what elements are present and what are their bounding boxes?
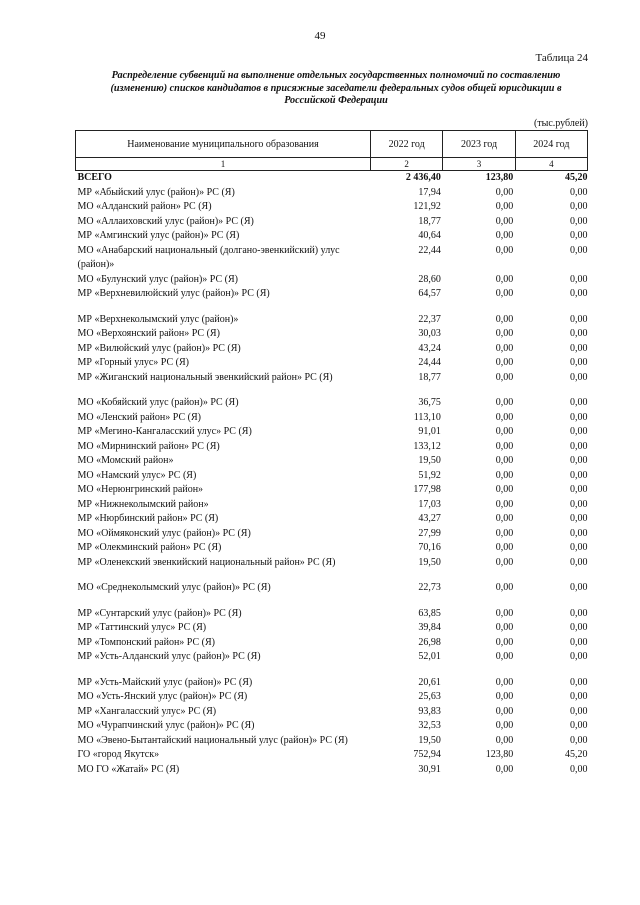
value-2024: 0,00 — [570, 357, 588, 368]
value-2023: 0,00 — [495, 215, 514, 227]
header-2024: 2024 год — [515, 131, 587, 158]
value-2022: 30,03 — [418, 328, 441, 339]
value-2024: 0,00 — [570, 607, 588, 619]
value-2024: 0,00 — [570, 734, 588, 746]
value-2022: 20,61 — [418, 676, 441, 688]
spacer-cell — [443, 302, 515, 313]
table-row — [76, 581, 588, 596]
table-row — [76, 200, 588, 215]
value-2023: 0,00 — [495, 651, 514, 662]
value-2022: 19,50 — [418, 556, 441, 568]
value-2024: 0,00 — [570, 201, 588, 212]
header-2023: 2023 год — [443, 131, 515, 158]
value-2022: 43,27 — [418, 513, 441, 524]
municipality-name: МО «Среднеколымский улус (район)» РС (Я) — [77, 582, 271, 593]
value-2023: 0,00 — [495, 556, 514, 568]
page-number: 49 — [314, 30, 326, 42]
value-2022: 113,10 — [413, 411, 441, 423]
total-2024: 45,20 — [565, 172, 588, 183]
table-row — [76, 469, 588, 484]
value-2022: 26,98 — [418, 636, 441, 648]
value-2023: 0,00 — [495, 455, 514, 466]
table-label: Таблица 24 — [535, 52, 588, 64]
value-2023: 0,00 — [495, 513, 514, 524]
table-row — [76, 541, 588, 556]
value-2023: 0,00 — [495, 328, 514, 339]
table-row — [76, 527, 588, 542]
table-row — [76, 734, 588, 749]
value-2022: 39,84 — [418, 622, 441, 633]
value-2022: 93,83 — [418, 705, 441, 717]
municipality-name: МР «Усть-Майский улус (район)» РС (Я) — [77, 676, 253, 688]
value-2022: 22,44 — [418, 244, 441, 256]
table-row — [76, 215, 588, 230]
value-2023: 0,00 — [495, 313, 514, 325]
column-number-1: 1 — [76, 158, 371, 171]
table-row — [76, 287, 588, 302]
value-2022: 27,99 — [418, 527, 441, 539]
subvention-table — [75, 130, 588, 777]
value-2022: 40,64 — [418, 230, 441, 241]
value-2022: 24,44 — [418, 357, 441, 368]
value-2024: 0,00 — [570, 636, 588, 648]
value-2022: 17,03 — [418, 498, 441, 510]
value-2023: 0,00 — [495, 440, 514, 452]
value-2023: 0,00 — [495, 484, 514, 495]
table-row — [76, 186, 588, 201]
total-2022: 2 436,40 — [405, 172, 441, 183]
value-2022: 70,16 — [418, 542, 441, 553]
municipality-name: МР «Вилюйский улус (район)» РС (Я) — [77, 342, 241, 354]
table-row — [76, 705, 588, 720]
municipality-name: МО «Момский район» — [77, 455, 174, 466]
value-2024: 0,00 — [570, 484, 588, 495]
value-2023: 0,00 — [495, 720, 514, 731]
units-label: (тыс.рублей) — [533, 118, 588, 129]
spacer-cell — [370, 596, 442, 607]
spacer-cell — [515, 385, 587, 396]
value-2024: 0,00 — [570, 215, 588, 227]
spacer-cell — [76, 570, 371, 581]
municipality-name: МР «Горный улус» РС (Я) — [77, 357, 189, 368]
spacer-row — [76, 385, 588, 396]
municipality-name: МО «Оймяконский улус (район)» РС (Я) — [77, 527, 251, 539]
value-2024: 0,00 — [570, 469, 588, 481]
value-2024: 0,00 — [570, 426, 588, 437]
value-2022: 133,12 — [413, 440, 441, 452]
table-row — [76, 327, 588, 342]
spacer-cell — [370, 302, 442, 313]
value-2022: 52,01 — [418, 651, 441, 662]
value-2024: 0,00 — [570, 411, 588, 423]
table-row — [76, 454, 588, 469]
spacer-cell — [76, 596, 371, 607]
value-2022: 752,94 — [413, 749, 441, 760]
value-2022: 121,92 — [413, 201, 441, 212]
municipality-name: МО «Ленский район» РС (Я) — [77, 411, 201, 423]
municipality-name: МО «Усть-Янский улус (район)» РС (Я) — [77, 691, 248, 702]
table-row — [76, 650, 588, 665]
column-number-row — [76, 158, 588, 171]
table-row — [76, 636, 588, 651]
spacer-row — [76, 665, 588, 676]
value-2023: 0,00 — [495, 426, 514, 437]
value-2023: 0,00 — [495, 734, 514, 746]
municipality-name: МР «Амгинский улус (район)» РС (Я) — [77, 230, 240, 241]
value-2022: 36,75 — [418, 397, 441, 408]
total-label: ВСЕГО — [77, 172, 112, 183]
table-row — [76, 425, 588, 440]
value-2023: 0,00 — [495, 201, 514, 212]
spacer-cell — [443, 570, 515, 581]
table-body — [76, 171, 588, 778]
table-row — [76, 229, 588, 244]
municipality-name: МО «Мирнинский район» РС (Я) — [77, 440, 220, 452]
value-2024: 0,00 — [570, 328, 588, 339]
table-row — [76, 748, 588, 763]
value-2024: 0,00 — [570, 705, 588, 717]
municipality-name: МО «Нерюнгринский район» — [77, 484, 204, 495]
table-row — [76, 411, 588, 426]
table-row — [76, 512, 588, 527]
municipality-name: МО «Намский улус» РС (Я) — [77, 469, 197, 481]
value-2024: 0,00 — [570, 651, 588, 662]
table-row — [76, 371, 588, 386]
table-row — [76, 607, 588, 622]
municipality-name: МО «Кобяйский улус (район)» РС (Я) — [77, 397, 239, 408]
value-2024: 45,20 — [565, 749, 588, 760]
value-2023: 0,00 — [495, 244, 514, 256]
spacer-cell — [515, 570, 587, 581]
table-header-row — [76, 131, 588, 158]
value-2024: 0,00 — [570, 342, 588, 354]
municipality-name: МО «Эвено-Бытантайский национальный улус (район)» РС (Я) — [77, 734, 348, 746]
municipality-name: МР «Томпонский район» РС (Я) — [77, 636, 215, 648]
municipality-name: МР «Хангаласский улус» РС (Я) — [77, 705, 217, 717]
spacer-cell — [443, 385, 515, 396]
value-2023: 0,00 — [495, 763, 514, 775]
spacer-cell — [370, 570, 442, 581]
value-2023: 0,00 — [495, 288, 514, 299]
value-2023: 0,00 — [495, 636, 514, 648]
spacer-row — [76, 570, 588, 581]
value-2022: 63,85 — [418, 607, 441, 619]
value-2022: 30,91 — [418, 763, 441, 775]
value-2024: 0,00 — [570, 527, 588, 539]
table-row — [76, 273, 588, 288]
municipality-name: МР «Олекминский район» РС (Я) — [77, 542, 222, 553]
spacer-row — [76, 302, 588, 313]
value-2024: 0,00 — [570, 676, 588, 688]
value-2022: 19,50 — [418, 455, 441, 466]
value-2024: 0,00 — [570, 720, 588, 731]
table-row — [76, 719, 588, 734]
spacer-cell — [515, 665, 587, 676]
table-row — [76, 244, 588, 273]
spacer-cell — [76, 302, 371, 313]
table-row — [76, 356, 588, 371]
municipality-name: МР «Усть-Алданский улус (район)» РС (Я) — [77, 651, 261, 662]
value-2022: 64,57 — [418, 288, 441, 299]
table-row — [76, 313, 588, 328]
value-2023: 123,80 — [485, 749, 514, 760]
value-2022: 18,77 — [418, 371, 441, 383]
municipality-name: МО «Булунский улус (район)» РС (Я) — [77, 273, 238, 285]
value-2023: 0,00 — [495, 357, 514, 368]
value-2022: 22,37 — [418, 313, 441, 325]
value-2024: 0,00 — [570, 288, 588, 299]
value-2024: 0,00 — [570, 513, 588, 524]
value-2022: 17,94 — [418, 186, 441, 198]
table-row — [76, 483, 588, 498]
value-2023: 0,00 — [495, 273, 514, 285]
value-2022: 28,60 — [418, 273, 441, 285]
table-row — [76, 763, 588, 778]
municipality-name: МО «Верхоянский район» РС (Я) — [77, 328, 220, 339]
value-2023: 0,00 — [495, 527, 514, 539]
total-2023: 123,80 — [485, 172, 514, 183]
value-2023: 0,00 — [495, 542, 514, 553]
spacer-cell — [443, 596, 515, 607]
column-number-3: 3 — [443, 158, 515, 171]
header-2022: 2022 год — [370, 131, 442, 158]
spacer-cell — [515, 302, 587, 313]
municipality-name: МО ГО «Жатай» РС (Я) — [77, 763, 180, 775]
municipality-name: МР «Нижнеколымский район» — [77, 498, 209, 510]
municipality-name: МО «Анабарский национальный (долгано-эвенкийский) улус (район)» — [77, 244, 340, 270]
value-2023: 0,00 — [495, 607, 514, 619]
value-2023: 0,00 — [495, 582, 514, 593]
table-row — [76, 556, 588, 571]
value-2023: 0,00 — [495, 691, 514, 702]
value-2024: 0,00 — [570, 455, 588, 466]
table-row — [76, 690, 588, 705]
value-2024: 0,00 — [570, 556, 588, 568]
spacer-cell — [515, 596, 587, 607]
value-2022: 32,53 — [418, 720, 441, 731]
value-2024: 0,00 — [570, 273, 588, 285]
table-row — [76, 440, 588, 455]
table-row — [76, 342, 588, 357]
header-name: Наименование муниципального образования — [76, 131, 371, 158]
value-2024: 0,00 — [570, 691, 588, 702]
municipality-name: МО «Аллаиховский улус (район)» РС (Я) — [77, 215, 254, 227]
value-2023: 0,00 — [495, 676, 514, 688]
value-2024: 0,00 — [570, 622, 588, 633]
municipality-name: МР «Оленекский эвенкийский национальный район» РС (Я) — [77, 556, 336, 568]
value-2022: 25,63 — [418, 691, 441, 702]
table-row — [76, 676, 588, 691]
value-2023: 0,00 — [495, 371, 514, 383]
value-2023: 0,00 — [495, 342, 514, 354]
value-2022: 18,77 — [418, 215, 441, 227]
municipality-name: МР «Верхнеколымский улус (район)» — [77, 313, 239, 325]
value-2023: 0,00 — [495, 411, 514, 423]
value-2022: 91,01 — [418, 426, 441, 437]
spacer-row — [76, 596, 588, 607]
municipality-name: МР «Таттинский улус» РС (Я) — [77, 622, 207, 633]
column-number-2: 2 — [370, 158, 442, 171]
value-2023: 0,00 — [495, 469, 514, 481]
value-2023: 0,00 — [495, 498, 514, 510]
value-2022: 43,24 — [418, 342, 441, 354]
value-2023: 0,00 — [495, 230, 514, 241]
value-2024: 0,00 — [570, 313, 588, 325]
spacer-cell — [76, 385, 371, 396]
value-2024: 0,00 — [570, 230, 588, 241]
municipality-name: МО «Чурапчинский улус (район)» РС (Я) — [77, 720, 255, 731]
value-2022: 22,73 — [418, 582, 441, 593]
municipality-name: МР «Верхневилюйский улус (район)» РС (Я) — [77, 288, 270, 299]
value-2023: 0,00 — [495, 622, 514, 633]
value-2024: 0,00 — [570, 498, 588, 510]
value-2024: 0,00 — [570, 244, 588, 256]
municipality-name: МР «Жиганский национальный эвенкийский район» РС (Я) — [77, 371, 333, 383]
table-row — [76, 498, 588, 513]
column-number-4: 4 — [515, 158, 587, 171]
municipality-name: МО «Алданский район» РС (Я) — [77, 201, 212, 212]
total-row — [76, 171, 588, 186]
value-2022: 177,98 — [413, 484, 441, 495]
value-2023: 0,00 — [495, 705, 514, 717]
value-2024: 0,00 — [570, 582, 588, 593]
table-title: Распределение субвенций на выполнение отдельных государственных полномочий по составлению (изменению) списков кандидатов в присяжные заседатели федеральных судов общей юрисдикции в Российской Федерации — [110, 70, 562, 107]
value-2024: 0,00 — [570, 186, 588, 198]
spacer-cell — [76, 665, 371, 676]
value-2023: 0,00 — [495, 397, 514, 408]
spacer-cell — [370, 385, 442, 396]
table-row — [76, 396, 588, 411]
table-row — [76, 621, 588, 636]
spacer-cell — [443, 665, 515, 676]
municipality-name: МР «Нюрбинский район» РС (Я) — [77, 513, 219, 524]
municipality-name: МР «Абыйский улус (район)» РС (Я) — [77, 186, 235, 198]
value-2024: 0,00 — [570, 371, 588, 383]
value-2023: 0,00 — [495, 186, 514, 198]
value-2024: 0,00 — [570, 763, 588, 775]
municipality-name: ГО «город Якутск» — [77, 749, 160, 760]
value-2022: 51,92 — [418, 469, 441, 481]
municipality-name: МР «Сунтарский улус (район)» РС (Я) — [77, 607, 242, 619]
value-2022: 19,50 — [418, 734, 441, 746]
spacer-cell — [370, 665, 442, 676]
municipality-name: МР «Мегино-Кангаласский улус» РС (Я) — [77, 426, 252, 437]
value-2024: 0,00 — [570, 440, 588, 452]
value-2024: 0,00 — [570, 397, 588, 408]
value-2024: 0,00 — [570, 542, 588, 553]
